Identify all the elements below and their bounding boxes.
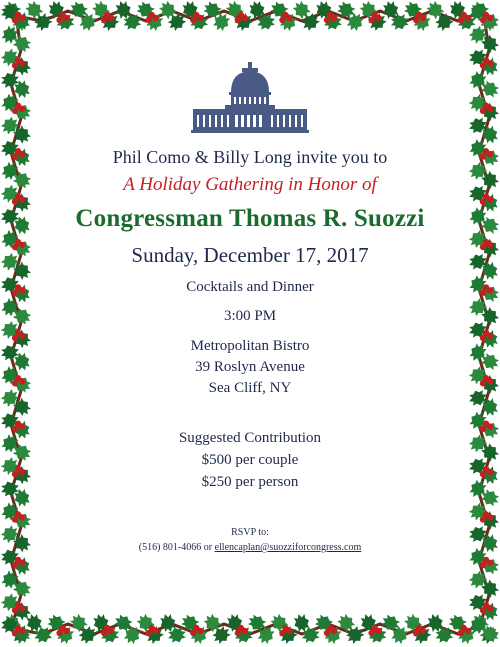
rsvp-phone: (516) 801-4066 or (138, 542, 213, 553)
venue-street: 39 Roslyn Avenue (195, 359, 305, 375)
contribution-person: $250 per person (201, 474, 299, 490)
rsvp-heading: RSVP to: (231, 527, 269, 538)
honoree-name: Congressman Thomas R. Suozzi (75, 205, 425, 232)
hosts-line: Phil Como & Billy Long invite you to (112, 147, 388, 167)
rsvp-email-link[interactable]: ellencaplan@suozziforcongress.com (214, 542, 362, 553)
contribution-heading: Suggested Contribution (178, 430, 322, 446)
contribution-couple: $500 per couple (201, 452, 299, 468)
event-time: 3:00 PM (223, 308, 277, 324)
event-headline: A Holiday Gathering in Honor of (123, 174, 377, 195)
rsvp-contact (0, 542, 500, 553)
venue-name: Metropolitan Bistro (190, 338, 310, 354)
event-date: Sunday, December 17, 2017 (131, 243, 369, 267)
event-type: Cocktails and Dinner (186, 279, 314, 295)
capitol-building-icon (191, 62, 309, 134)
venue-city: Sea Cliff, NY (208, 380, 292, 396)
